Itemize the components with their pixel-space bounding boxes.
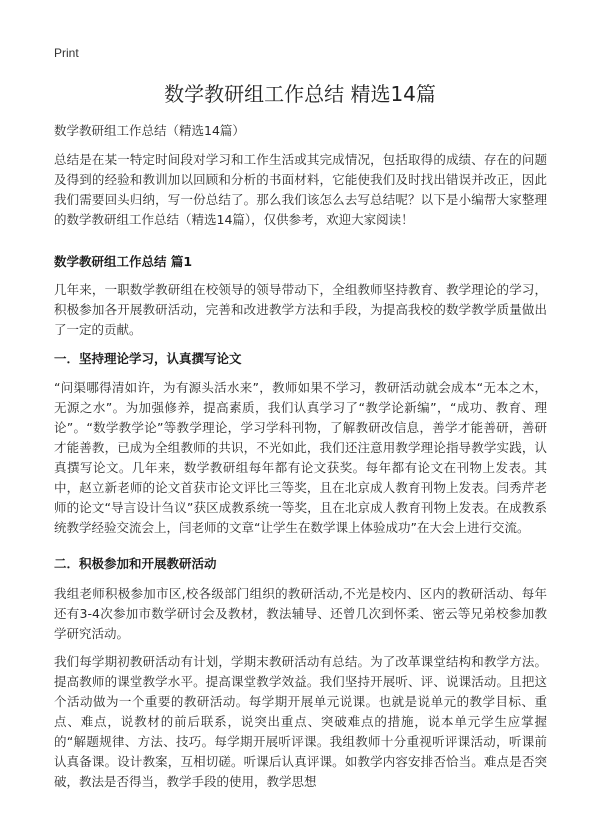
section-activities-paragraph-2: 我们每学期初教研活动有计划，学期末教研活动有总结。为了改革课堂结构和教学方法。提高教师的课堂教学水平。提高课堂教学效益。我们坚持开展听、评、说课活动。且把这个活动做为一个重要的教研活动。每学期开展单元说课。也就是说单元的教学目标、重点、难点，说教材的前后联系，说突出重点、突破难点的措施，说本单元学生应掌握的“解题规律、方法、技巧。每学期开展听评课。我组教师十分重视听评课活动，听课前认真备课。设计教案，互相切磋。听课后认真评课。如教学内容安排否恰当。难点是否突破，教法是否得当，教学手段的使用，教学思想 (54, 654, 547, 789)
section-heading-theory: 一．坚持理论学习，认真撰写论文 (54, 351, 242, 366)
intro-paragraph: 总结是在某一特定时间段对学习和工作生活或其完成情况，包括取得的成绩、存在的问题及得到的经验和教训加以回顾和分析的书面材料，它能使我们及时找出错误并改正，因此我们需要回头归纳，写一份总结了。那么我们该怎么去写总结呢？以下是小编帮大家整理的数学教研组工作总结（精选14篇），仅供参考，欢迎大家阅读！ (54, 152, 547, 227)
section-theory-paragraph: “问渠哪得清如许，为有源头活水来”，教师如果不学习，教研活动就会成本“无本之木，无源之水”。为加强修养，提高素质，我们认真学习了“教学论新编”，“成功、教育、理论”。“数学教学论”等教学理论，学习学科刊物，了解教研改信息，善学才能善研，善研才能善教，已成为全组教师的共识，不光如此，我们还注意用教学理论指导教学实践，认真撰写论文。几年来，数学教研组每年都有论文获奖。每年都有论文在刊物上发表。其中，赵立新老师的论文首获市论文评比三等奖，且在北京成人教育刊物上发表。闫秀芹老师的论文“导言设计刍议”获区成教系统一等奖，且在北京成人教育刊物上发表。在成教系统教学经验交流会上，闫老师的文章“让学生在数学课上体验成功”在大会上进行交流。 (54, 380, 547, 535)
print-link[interactable]: Print (54, 46, 79, 60)
chapter-heading: 数学教研组工作总结 篇1 (54, 254, 193, 269)
section-heading-activities: 二．积极参加和开展教研活动 (54, 556, 217, 571)
chapter-intro-paragraph: 几年来，一职数学教研组在校领导的领导带动下，全组教师坚持教育、教学理论的学习，积极参加各开展教研活动，完善和改进教学方法和手段，为提高我校的数学教学质量做出了一定的贡献。 (54, 282, 547, 337)
document-title: 数学教研组工作总结 精选14篇 (164, 82, 436, 106)
section-activities-paragraph-1: 我组老师积极参加市区,校各级部门组织的教研活动,不光是校内、区内的教研活动、每年还有3-4次参加市数学研讨会及教材，教法辅导、还曾几次到怀柔、密云等兄弟校参加教学研究活动。 (54, 586, 547, 641)
document-subtitle: 数学教研组工作总结（精选14篇） (54, 123, 245, 138)
